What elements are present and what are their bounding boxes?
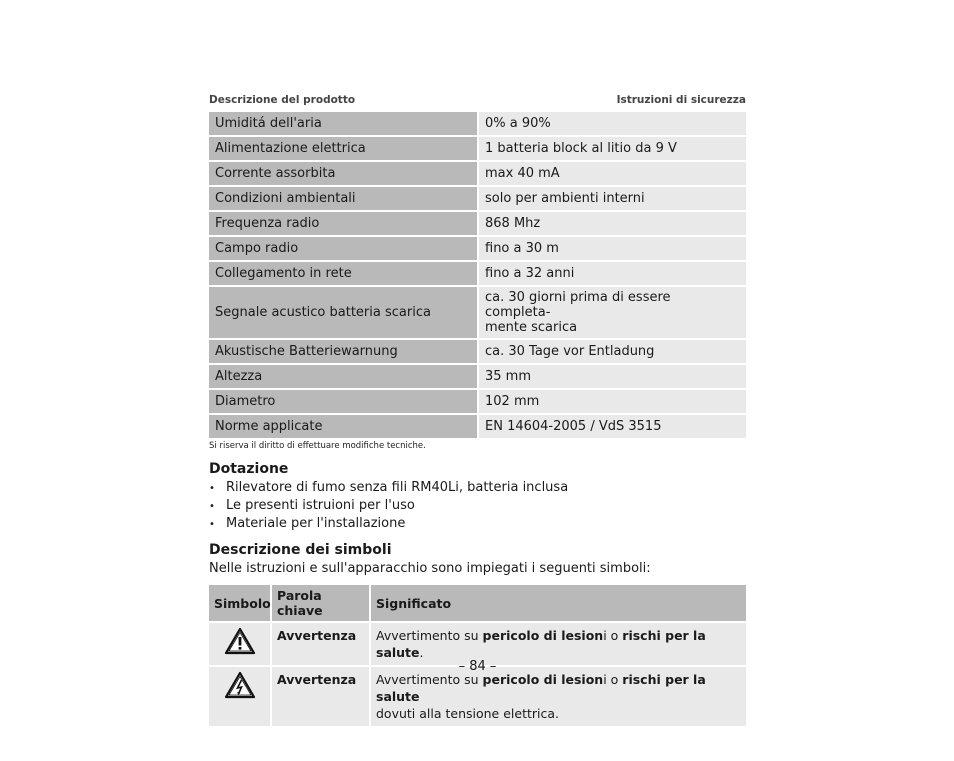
table-row bbox=[209, 212, 746, 237]
col-keyword: Parola chiave bbox=[272, 585, 371, 621]
table-row bbox=[209, 340, 746, 365]
meaning-cell: Avvertimento su pericolo di lesioni o rischi per la salute. bbox=[371, 621, 746, 665]
spec-value: fino a 32 anni bbox=[479, 262, 746, 287]
spec-key: Frequenza radio bbox=[209, 212, 479, 237]
symbol-table bbox=[209, 585, 746, 726]
spec-key: Diametro bbox=[209, 390, 479, 415]
dotazione-title: Dotazione bbox=[209, 461, 289, 477]
spec-value: max 40 mA bbox=[479, 162, 746, 187]
table-row bbox=[209, 137, 746, 162]
simboli-title: Descrizione dei simboli bbox=[209, 542, 392, 558]
spec-key: Condizioni ambientali bbox=[209, 187, 479, 212]
list-item: • Rilevatore di fumo senza fili RM40Li, batteria inclusa bbox=[209, 479, 746, 497]
spec-value: ca. 30 giorni prima di essere completa- mente scarica bbox=[479, 287, 746, 340]
table-row bbox=[209, 665, 746, 726]
page bbox=[209, 92, 746, 726]
tech-note: Si riserva il diritto di effettuare modifiche tecniche. bbox=[209, 441, 426, 451]
symbol-table-header bbox=[209, 585, 746, 621]
spec-value: fino a 30 m bbox=[479, 237, 746, 262]
spec-value: ca. 30 Tage vor Entladung bbox=[479, 340, 746, 365]
list-item: • Le presenti istruioni per l'uso bbox=[209, 497, 746, 515]
table-row bbox=[209, 415, 746, 440]
list-item: • Materiale per l'installazione bbox=[209, 515, 746, 533]
dotazione-list bbox=[209, 479, 746, 533]
table-row bbox=[209, 262, 746, 287]
spec-key: Segnale acustico batteria scarica bbox=[209, 287, 479, 340]
spec-value: EN 14604-2005 / VdS 3515 bbox=[479, 415, 746, 440]
spec-key: Alimentazione elettrica bbox=[209, 137, 479, 162]
meaning-cell: Avvertimento su pericolo di lesioni o rischi per la salute dovuti alla tensione elettrica. bbox=[371, 665, 746, 726]
spec-value: 102 mm bbox=[479, 390, 746, 415]
table-row bbox=[209, 237, 746, 262]
warning-exclamation-icon bbox=[224, 627, 256, 655]
header-right: Istruzioni di sicurezza bbox=[616, 94, 746, 106]
spec-key: Altezza bbox=[209, 365, 479, 390]
table-row bbox=[209, 162, 746, 187]
spec-key: Collegamento in rete bbox=[209, 262, 479, 287]
header-left: Descrizione del prodotto bbox=[209, 94, 356, 106]
spec-key: Corrente assorbita bbox=[209, 162, 479, 187]
warning-electric-icon bbox=[224, 671, 256, 699]
table-row bbox=[209, 390, 746, 415]
table-row bbox=[209, 365, 746, 390]
spec-key: Akustische Batteriewarnung bbox=[209, 340, 479, 365]
spec-key: Umiditá dell'aria bbox=[209, 112, 479, 137]
spec-value: 0% a 90% bbox=[479, 112, 746, 137]
spec-table bbox=[209, 112, 746, 440]
spec-value: 35 mm bbox=[479, 365, 746, 390]
table-row bbox=[209, 187, 746, 212]
running-header bbox=[209, 92, 746, 112]
keyword-cell: Avvertenza bbox=[272, 665, 371, 726]
table-row bbox=[209, 112, 746, 137]
spec-value: 868 Mhz bbox=[479, 212, 746, 237]
col-meaning: Significato bbox=[371, 585, 746, 621]
table-row bbox=[209, 287, 746, 340]
keyword-cell: Avvertenza bbox=[272, 621, 371, 665]
spec-value: solo per ambienti interni bbox=[479, 187, 746, 212]
simboli-intro: Nelle istruzioni e sull'apparacchio sono impiegati i seguenti simboli: bbox=[209, 561, 651, 576]
spec-key: Norme applicate bbox=[209, 415, 479, 440]
spec-key: Campo radio bbox=[209, 237, 479, 262]
page-number: – 84 – bbox=[458, 659, 497, 674]
spec-value: 1 batteria block al litio da 9 V bbox=[479, 137, 746, 162]
col-symbol: Simbolo bbox=[209, 585, 272, 621]
